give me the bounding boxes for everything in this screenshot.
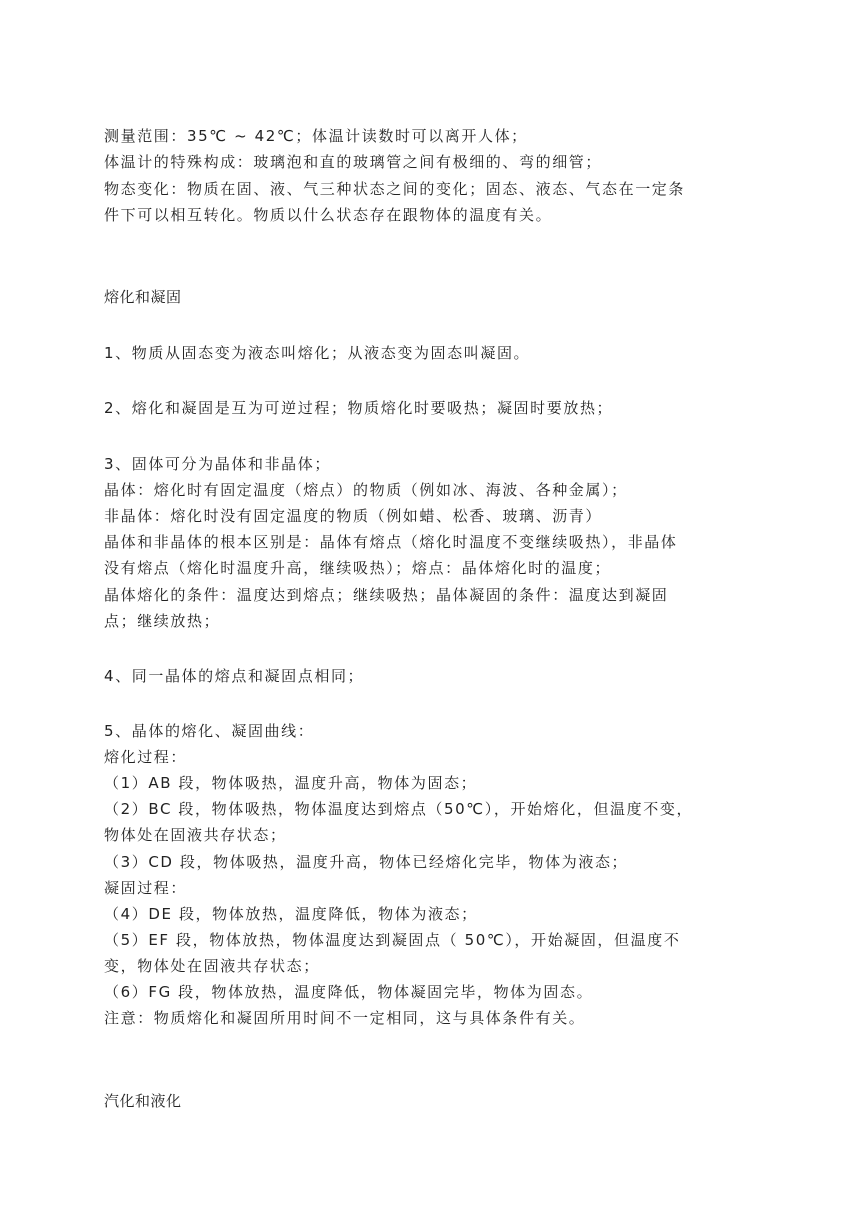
intro-line: 体温计的特殊构成：玻璃泡和直的玻璃管之间有极细的、弯的细管； <box>104 153 603 171</box>
paragraph-5-line: （2）BC 段，物体吸热，物体温度达到熔点（50℃），开始熔化，但温度不变， <box>104 800 694 818</box>
paragraph-4: 4、同一晶体的熔点和凝固点相同； <box>104 667 365 685</box>
paragraph-1: 1、物质从固态变为液态叫熔化；从液态变为固态叫凝固。 <box>104 344 531 362</box>
paragraph-2: 2、熔化和凝固是互为可逆过程；物质熔化时要吸热；凝固时要放热； <box>104 399 614 417</box>
intro-line: 物态变化：物质在固、液、气三种状态之间的变化；固态、液态、气态在一定条 <box>104 180 686 198</box>
paragraph-5-line: （4）DE 段，物体放热，温度降低，物体为液态； <box>104 905 478 923</box>
paragraph-5-line: （5）EF 段，物体放热，物体温度达到凝固点（ 50℃），开始凝固，但温度不 <box>104 931 681 949</box>
paragraph-5-line: （6）FG 段，物体放热，温度降低，物体凝固完毕，物体为固态。 <box>104 983 594 1001</box>
intro-line: 测量范围：35℃ ~ 42℃；体温计读数时可以离开人体； <box>104 127 528 145</box>
section-heading-melting: 熔化和凝固 <box>104 288 182 306</box>
paragraph-3-line: 点；继续放热； <box>104 612 221 630</box>
paragraph-3-line: 晶体：熔化时有固定温度（熔点）的物质（例如冰、海波、各种金属）； <box>104 481 628 499</box>
paragraph-3-line: 晶体熔化的条件：温度达到熔点；继续吸热；晶体凝固的条件：温度达到凝固 <box>104 586 669 604</box>
paragraph-5-line: 物体处在固液共存状态； <box>104 826 287 844</box>
paragraph-5-line: 变，物体处在固液共存状态； <box>104 957 320 975</box>
paragraph-5-line: 注意：物质熔化和凝固所用时间不一定相同，这与具体条件有关。 <box>104 1009 586 1027</box>
paragraph-5-line: 凝固过程： <box>104 879 188 897</box>
paragraph-5-line: （1）AB 段，物体吸热，温度升高，物体为固态； <box>104 774 478 792</box>
paragraph-3-line: 没有熔点（熔化时温度升高，继续吸热）；熔点：晶体熔化时的温度； <box>104 559 612 577</box>
paragraph-5-line: （3）CD 段，物体吸热，温度升高，物体已经熔化完毕，物体为液态； <box>104 853 629 871</box>
section-heading-vaporization: 汽化和液化 <box>104 1092 182 1110</box>
paragraph-3-line: 3、固体可分为晶体和非晶体； <box>104 455 331 473</box>
intro-line: 件下可以相互转化。物质以什么状态存在跟物体的温度有关。 <box>104 206 553 224</box>
paragraph-3-line: 非晶体：熔化时没有固定温度的物质（例如蜡、松香、玻璃、沥青） <box>104 507 603 525</box>
paragraph-3-line: 晶体和非晶体的根本区别是：晶体有熔点（熔化时温度不变继续吸热），非晶体 <box>104 533 678 551</box>
paragraph-5-line: 熔化过程： <box>104 748 188 766</box>
paragraph-5-line: 5、晶体的熔化、凝固曲线： <box>104 722 315 740</box>
